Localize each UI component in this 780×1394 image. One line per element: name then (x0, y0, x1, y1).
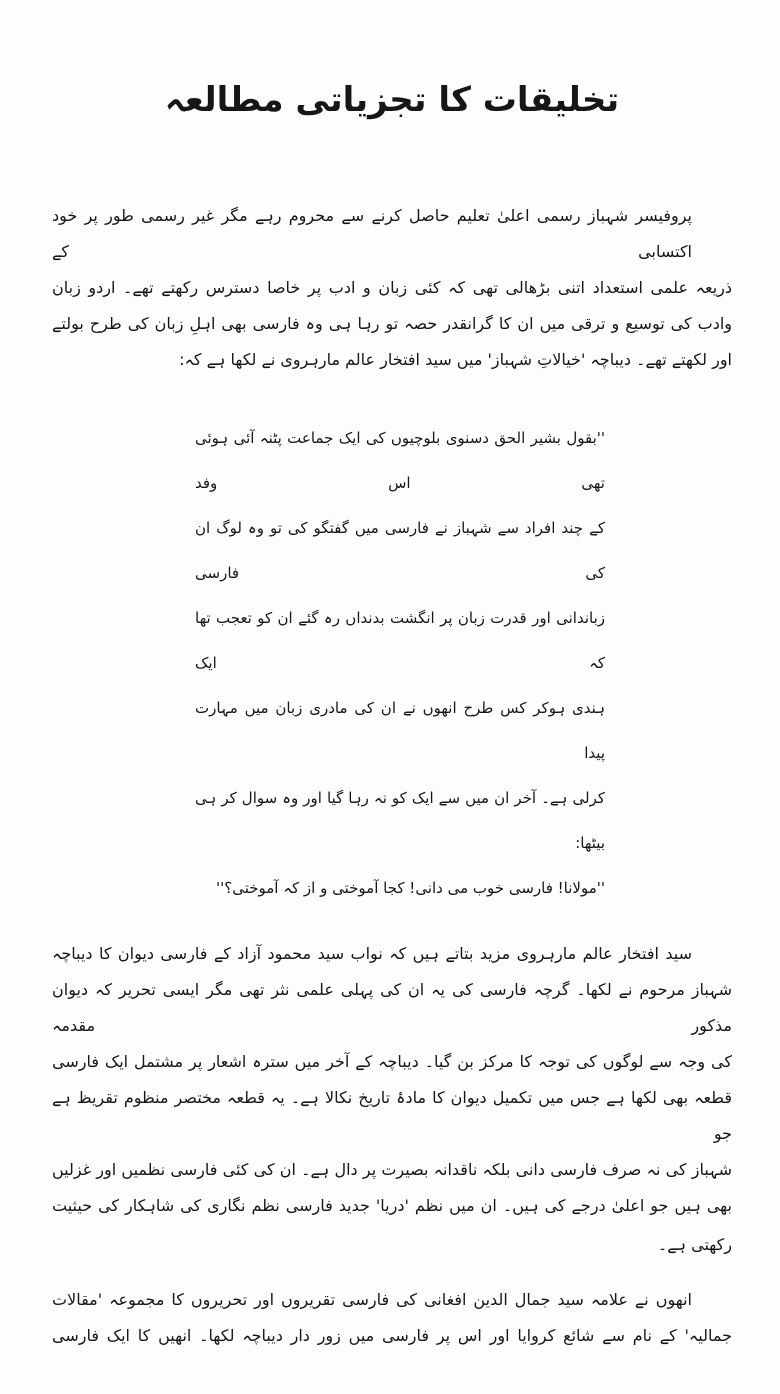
quote-line: زباندانی اور قدرت زبان پر انگشت بدنداں رہ گئے ان کو تعجب تھا کہ ایک (195, 609, 605, 672)
paragraph-1 (52, 198, 732, 378)
text-line: جمالیہ' کے نام سے شائع کروایا اور اس پر فارسی میں زور دار دیباچہ لکھا۔ انھیں کا ایک فارسی (52, 1326, 732, 1345)
text-line: انھوں نے علامہ سید جمال الدین افغانی کی فارسی تقریروں اور تحریروں کا مجموعہ 'مقالات (52, 1290, 692, 1309)
text-line: کی وجہ سے لوگوں کی توجہ کا مرکز بن گیا۔ دیباچہ کے آخر میں سترہ اشعار پر مشتمل ایک فارسی (52, 1052, 732, 1071)
text-line: پروفیسر شہباز رسمی اعلیٰ تعلیم حاصل کرنے سے محروم رہے مگر غیر رسمی طور پر خود اکتسابی کے (52, 206, 692, 261)
text-line: قطعہ بھی لکھا ہے جس میں تکمیل دیوان کا مادۂ تاریخ نکالا ہے۔ یہ قطعہ مختصر منظوم تقریظ ہے جو (52, 1088, 732, 1143)
paragraph-3 (52, 1282, 732, 1354)
text-line: وادب کی توسیع و ترقی میں ان کا گرانقدر حصہ تو رہا ہی وہ فارسی بھی اہلِ زبان کی طرح بولتے (52, 314, 732, 333)
text-line: شہباز کی نہ صرف فارسی دانی بلکہ ناقدانہ بصیرت پر دال ہے۔ ان کی کئی فارسی نظمیں اور غزلیں (52, 1160, 732, 1179)
text-line: سید افتخار عالم مارہروی مزید بتاتے ہیں کہ نواب سید محمود آزاد کے فارسی دیوان کا دیباچہ (52, 944, 692, 963)
quote-line: ہندی ہوکر کس طرح انھوں نے ان کی مادری زبان میں مہارت پیدا (195, 699, 605, 762)
quote-line: کرلی ہے۔ آخر ان میں سے ایک کو نہ رہا گیا اور وہ سوال کر ہی بیٹھا: (195, 789, 605, 852)
text-line: شہباز مرحوم نے لکھا۔ گرچہ فارسی کی یہ ان کی پہلی علمی نثر تھی مگر ایسی تحریر کہ دیوان مذکور مقدمہ (52, 980, 732, 1035)
quote-line: ''بقول بشیر الحق دسنوی بلوچیوں کی ایک جماعت پٹنہ آئی ہوئی تھی اس وفد (195, 429, 605, 492)
text-line: بھی ہیں جو اعلیٰ درجے کی ہیں۔ ان میں نظم 'دریا' جدید فارسی نظم نگاری کی شاہکار کی حیثیت (52, 1196, 732, 1215)
text-line: اور لکھتے تھے۔ دیباچہ 'خیالاتِ شہباز' میں سید افتخار عالم مارہروی نے لکھا ہے کہ: (179, 350, 732, 369)
paragraph-2 (52, 936, 732, 1263)
quote-line: کے چند افراد سے شہباز نے فارسی میں گفتگو کی تو وہ لوگ ان کی فارسی (195, 519, 605, 582)
text-line: رکھتی ہے۔ (657, 1235, 732, 1254)
page-title: تخلیقات کا تجزیاتی مطالعہ (164, 80, 620, 120)
text-line: ذریعہ علمی استعداد اتنی بڑھالی تھی کہ کئی زبان و ادب پر خاصا دسترس رکھتے تھے۔ اردو زبان (52, 278, 732, 297)
quote-line: ''مولانا! فارسی خوب می دانی! کجا آموختی و از کہ آموختی؟'' (216, 879, 605, 897)
block-quote (195, 416, 605, 911)
